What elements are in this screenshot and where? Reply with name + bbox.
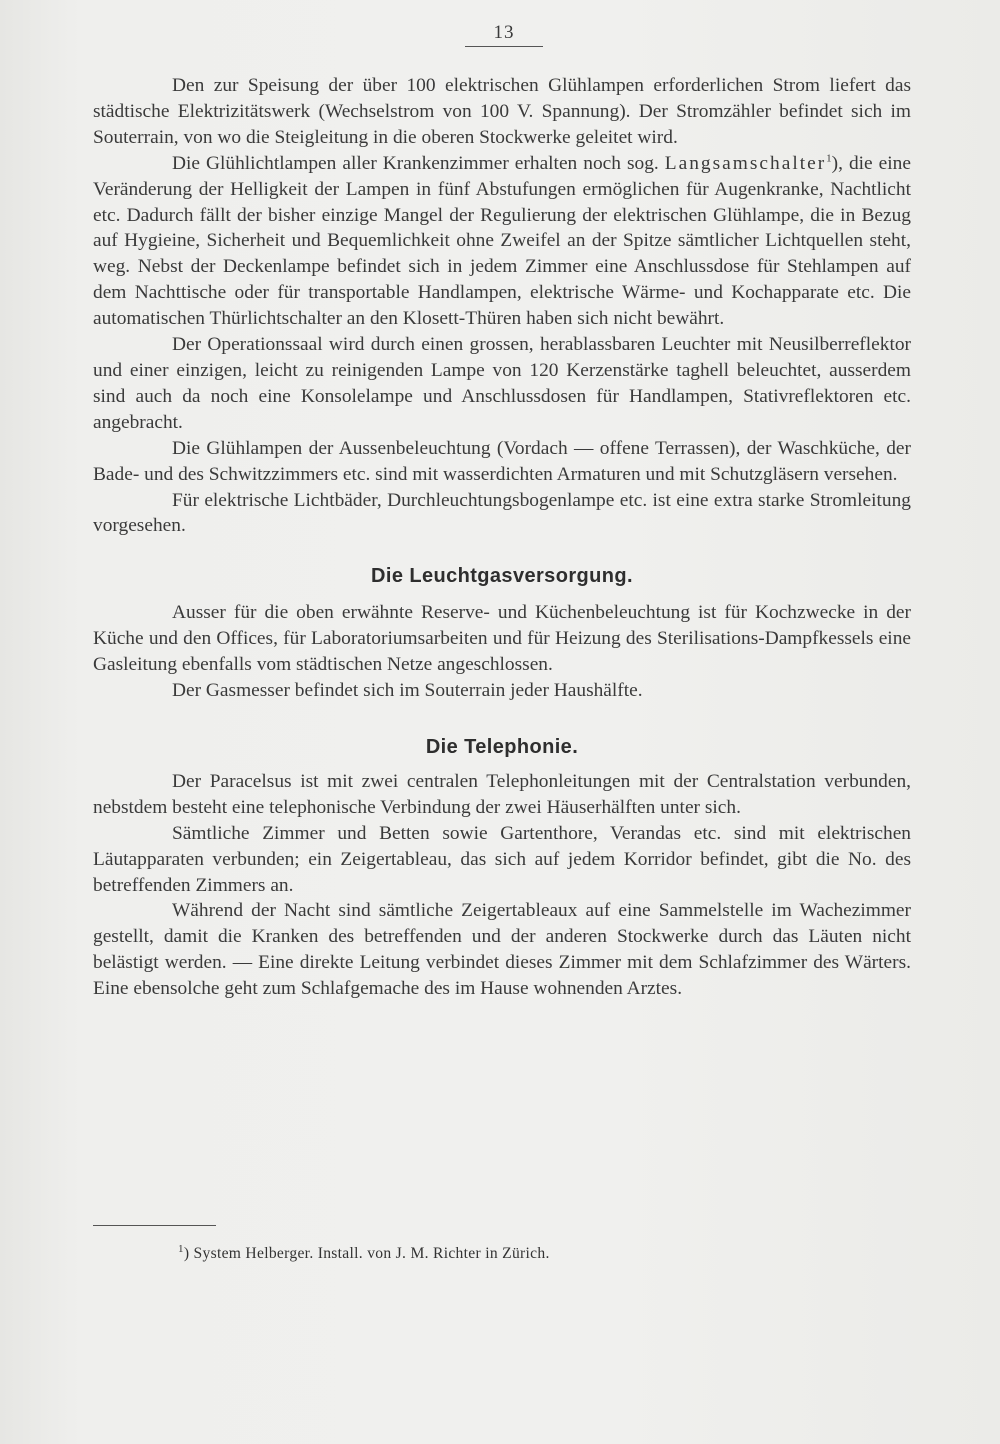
section-heading-gas: Die Leuchtgasversorgung. bbox=[371, 565, 633, 588]
page-body bbox=[93, 73, 911, 1002]
paragraph-text: ), die eine Veränderung der Helligkeit der Lampen in fünf Abstufungen ermöglichen für Augenkranke, Nachtlicht etc. Dadurch fällt der bisher einzige Mangel der Regulierung der elektrischen Glühlampe, die in Bezug auf Hygieine, Sicherheit und Bequemlichkeit ohne Zweifel an der Spitze sämtlicher Lichtquellen steht, weg. Nebst der Deckenlampe befindet sich in jedem Zimmer eine Anschlussdose für Stehlampen auf dem Nachttische oder für transportable Handlampen, elektrische Wärme- und Kochapparate etc. Die automatischen Thürlichtschalter an den Klosett-Thüren haben sich nicht bewährt. bbox=[93, 152, 911, 330]
electricity-section bbox=[93, 73, 911, 539]
paragraph: Der Paracelsus ist mit zwei centralen Telephonleitungen mit der Centralstation verbunden, nebstdem besteht eine telephonische Verbindung der zwei Häuserhälften unter sich. bbox=[93, 770, 911, 818]
footnote-divider bbox=[93, 1225, 216, 1226]
paragraph-langsamschalter bbox=[93, 151, 911, 332]
footnote bbox=[178, 1242, 550, 1263]
paragraph: Für elektrische Lichtbäder, Durchleuchtungsbogenlampe etc. ist eine extra starke Stromleitung vorgesehen. bbox=[93, 489, 911, 537]
paragraph: Den zur Speisung der über 100 elektrischen Glühlampen erforderlichen Strom liefert das städtische Elektrizitätswerk (Wechselstrom von 100 V. Spannung). Der Stromzähler befindet sich im Souterrain, von wo die Steigleitung in die oberen Stockwerke geleitet wird. bbox=[93, 75, 911, 148]
footnote-mark: 1 bbox=[178, 1242, 184, 1255]
footnote-reference: 1 bbox=[826, 152, 832, 165]
section-heading-telephony: Die Telephonie. bbox=[425, 735, 579, 758]
emphasized-term: Langsamschalter bbox=[664, 152, 827, 174]
telephony-section bbox=[93, 736, 911, 1002]
paragraph-text: Die Glühlichtlampen aller Krankenzimmer erhalten noch sog. bbox=[172, 152, 665, 174]
paragraph: Während der Nacht sind sämtliche Zeigertableaux auf eine Sammelstelle im Wachezimmer gestellt, damit die Kranken des betreffenden und der anderen Stockwerke durch das Läuten nicht belästigt werden. — Eine direkte Leitung verbindet dieses Zimmer mit dem Schlafzimmer des Wärters. Eine ebensolche geht zum Schlafgemache des im Hause wohnenden Arztes. bbox=[93, 900, 911, 1000]
paragraph: Die Glühlampen der Aussenbeleuchtung (Vordach — offene Terrassen), der Waschküche, der Bade- und des Schwitzzimmers etc. sind mit wasserdichten Armaturen und mit Schutzgläsern versehen. bbox=[93, 437, 911, 485]
paragraph: Ausser für die oben erwähnte Reserve- und Küchenbeleuchtung ist für Kochzwecke in der Küche und den Offices, für Laboratoriumsarbeiten und für Heizung des Sterilisations-Dampfkessels eine Gasleitung ebenfalls vom städtischen Netze angeschlossen. bbox=[93, 602, 911, 676]
gas-section bbox=[93, 565, 911, 704]
paragraph: Der Operationssaal wird durch einen grossen, herablassbaren Leuchter mit Neusilberreflektor und einer einzigen, leicht zu reinigenden Lampe von 120 Kerzenstärke taghell beleuchtet, ausserdem sind auch da noch eine Konsolelampe und Anschlussdosen für Handlampen, Stativreflektoren etc. angebracht. bbox=[93, 334, 911, 433]
paragraph: Sämtliche Zimmer und Betten sowie Gartenthore, Verandas etc. sind mit elektrischen Läutapparaten verbunden; ein Zeigertableau, das sich auf jedem Korridor befindet, gibt die No. des betreffenden Zimmers an. bbox=[93, 822, 911, 896]
page-number: 13 bbox=[465, 22, 543, 47]
footnote-text: ) System Helberger. Install. von J. M. Richter in Zürich. bbox=[183, 1245, 550, 1262]
paragraph: Der Gasmesser befindet sich im Souterrain jeder Haushälfte. bbox=[172, 680, 643, 702]
